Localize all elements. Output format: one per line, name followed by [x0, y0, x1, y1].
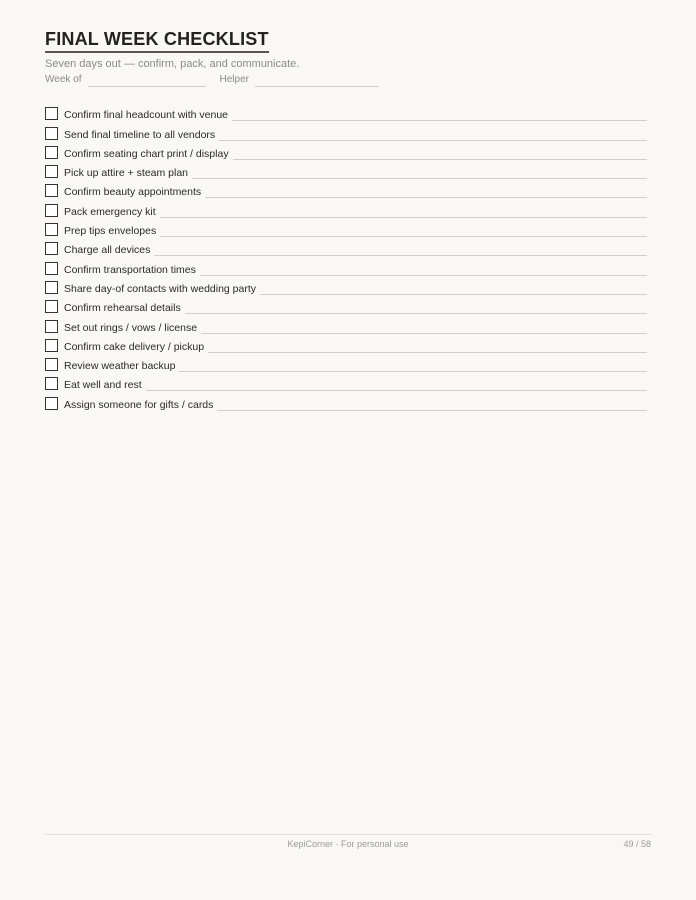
checklist-item: [45, 123, 647, 142]
checkbox[interactable]: [45, 300, 58, 313]
checklist-item: [45, 336, 647, 355]
checklist-item: [45, 278, 647, 297]
notes-line[interactable]: [232, 120, 647, 121]
checklist-item: [45, 393, 647, 412]
checkbox[interactable]: [45, 204, 58, 217]
page-number: 49 / 58: [623, 839, 651, 849]
footer-brand: KepiCorner · For personal use: [287, 839, 409, 849]
checklist-item: [45, 239, 647, 258]
checklist-item: [45, 200, 647, 219]
checklist-item-label: Confirm transportation times: [64, 263, 196, 276]
checklist-item: [45, 316, 647, 335]
checklist-item-label: Assign someone for gifts / cards: [64, 398, 214, 411]
checklist-item: [45, 220, 647, 239]
checkbox[interactable]: [45, 107, 58, 120]
checklist-item: [45, 258, 647, 277]
checklist-item-label: Set out rings / vows / license: [64, 321, 198, 334]
checklist-item-label: Confirm rehearsal details: [64, 302, 181, 315]
checkbox[interactable]: [45, 397, 58, 410]
checklist-item-label: Charge all devices: [64, 244, 151, 257]
checklist-item-label: Send final timeline to all vendors: [64, 128, 216, 141]
notes-line[interactable]: [260, 294, 647, 295]
notes-line[interactable]: [200, 275, 647, 276]
checklist-item-label: Review weather backup: [64, 360, 176, 373]
meta-fields: [45, 73, 647, 87]
checklist-item-label: Prep tips envelopes: [64, 225, 157, 238]
notes-line[interactable]: [192, 178, 647, 179]
page-title: FINAL WEEK CHECKLIST: [45, 28, 269, 53]
checklist-item: [45, 162, 647, 181]
notes-line[interactable]: [154, 255, 647, 256]
notes-line[interactable]: [201, 333, 647, 334]
checkbox[interactable]: [45, 127, 58, 140]
checklist-item-label: Confirm final headcount with venue: [64, 109, 229, 122]
checklist-item: [45, 143, 647, 162]
checklist-item-label: Eat well and rest: [64, 379, 142, 392]
week-of-label: Week of: [45, 74, 82, 85]
notes-line[interactable]: [160, 236, 647, 237]
checklist-item: [45, 374, 647, 393]
checklist-item: [45, 104, 647, 123]
footer-divider: [45, 834, 652, 835]
checkbox[interactable]: [45, 281, 58, 294]
checklist-item-label: Confirm seating chart print / display: [64, 147, 229, 160]
notes-line[interactable]: [185, 313, 647, 314]
checklist-item-label: Pack emergency kit: [64, 205, 156, 218]
checklist-item-label: Confirm cake delivery / pickup: [64, 340, 205, 353]
checkbox[interactable]: [45, 320, 58, 333]
notes-line[interactable]: [208, 352, 647, 353]
notes-line[interactable]: [219, 140, 647, 141]
notes-line[interactable]: [217, 410, 647, 411]
helper-label: Helper: [219, 74, 249, 85]
helper-field[interactable]: [255, 76, 379, 87]
checkbox[interactable]: [45, 262, 58, 275]
checkbox[interactable]: [45, 223, 58, 236]
checklist-item: [45, 181, 647, 200]
notes-line[interactable]: [179, 371, 647, 372]
notes-line[interactable]: [205, 197, 647, 198]
checkbox[interactable]: [45, 358, 58, 371]
notes-line[interactable]: [146, 390, 647, 391]
checkbox[interactable]: [45, 242, 58, 255]
week-of-field[interactable]: [88, 76, 206, 87]
notes-line[interactable]: [160, 217, 647, 218]
checklist-item-label: Share day-of contacts with wedding party: [64, 282, 257, 295]
checkbox[interactable]: [45, 165, 58, 178]
checklist-item: [45, 355, 647, 374]
notes-line[interactable]: [233, 159, 647, 160]
checklist-item-label: Confirm beauty appointments: [64, 186, 202, 199]
checklist-page: [45, 28, 647, 413]
checklist-item-label: Pick up attire + steam plan: [64, 167, 189, 180]
checklist-item: [45, 297, 647, 316]
checkbox[interactable]: [45, 184, 58, 197]
checkbox[interactable]: [45, 377, 58, 390]
checkbox[interactable]: [45, 339, 58, 352]
checklist: [45, 104, 647, 413]
checkbox[interactable]: [45, 146, 58, 159]
page-subtitle: Seven days out — confirm, pack, and communicate.: [45, 58, 300, 70]
